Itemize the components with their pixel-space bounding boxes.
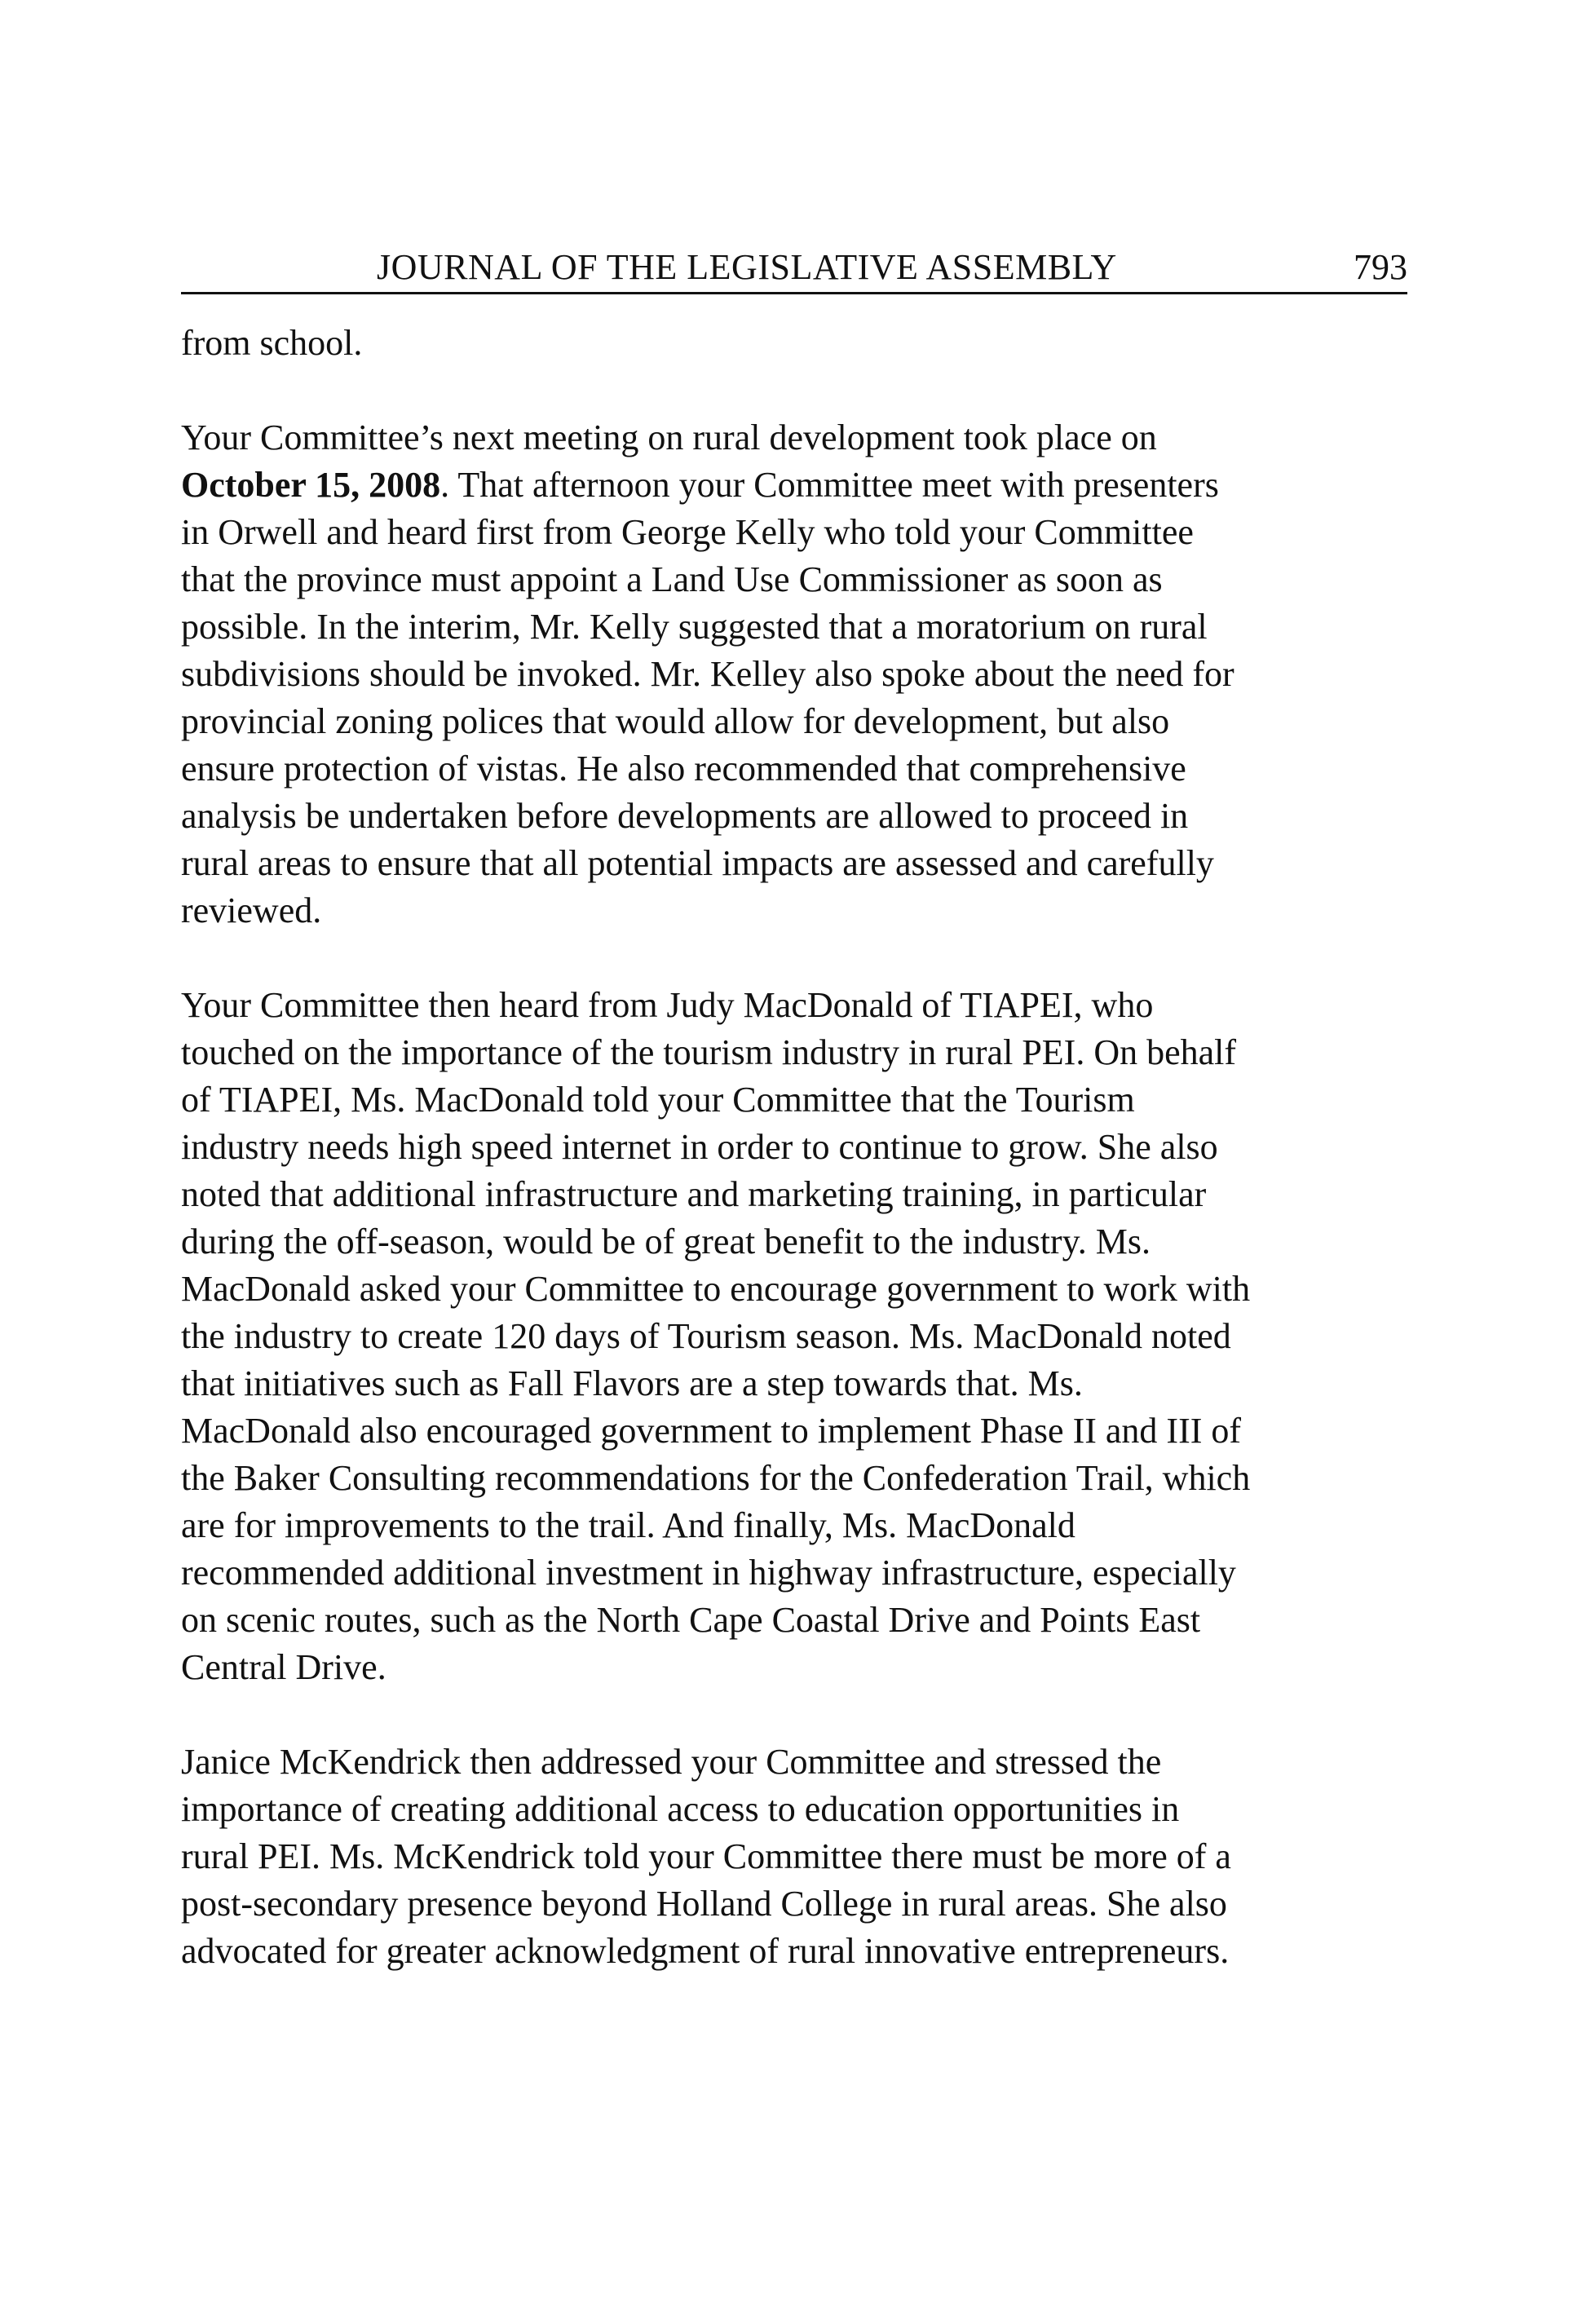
- text-line: rural PEI. Ms. McKendrick told your Committee there must be more of a: [181, 1836, 1231, 1876]
- meeting-date: October 15, 2008: [181, 465, 441, 505]
- text-line: post-secondary presence beyond Holland College in rural areas. She also: [181, 1884, 1227, 1924]
- text-line: MacDonald asked your Committee to encourage government to work with: [181, 1269, 1251, 1309]
- text-line: on scenic routes, such as the North Cape Coastal Drive and Points East: [181, 1600, 1201, 1640]
- text-line: noted that additional infrastructure and marketing training, in particular: [181, 1174, 1207, 1214]
- text-line: provincial zoning polices that would allow for development, but also: [181, 701, 1170, 741]
- page-number: 793: [1354, 247, 1407, 287]
- text-line: rural areas to ensure that all potential impacts are assessed and carefully: [181, 843, 1214, 883]
- header-rule: [181, 292, 1407, 294]
- text-line: that the province must appoint a Land Use Commissioner as soon as: [181, 559, 1163, 599]
- text-line: industry needs high speed internet in order to continue to grow. She also: [181, 1127, 1218, 1167]
- text-line: possible. In the interim, Mr. Kelly suggested that a moratorium on rural: [181, 607, 1208, 647]
- text-line: Your Committee then heard from Judy MacDonald of TIAPEI, who: [181, 985, 1154, 1025]
- body-text: [181, 320, 1429, 1975]
- text-line: advocated for greater acknowledgment of rural innovative entrepreneurs.: [181, 1931, 1230, 1971]
- text-line: subdivisions should be invoked. Mr. Kelley also spoke about the need for: [181, 654, 1234, 694]
- text-line: of TIAPEI, Ms. MacDonald told your Committee that the Tourism: [181, 1080, 1135, 1120]
- text-line: touched on the importance of the tourism industry in rural PEI. On behalf: [181, 1032, 1237, 1072]
- text-line: reviewed.: [181, 890, 322, 930]
- text-line: in Orwell and heard first from George Kelly who told your Committee: [181, 512, 1194, 552]
- paragraph-continuation: [181, 320, 1429, 367]
- text-line: the Baker Consulting recommendations for the Confederation Trail, which: [181, 1458, 1251, 1498]
- text-line: that initiatives such as Fall Flavors are a step towards that. Ms.: [181, 1363, 1083, 1403]
- text-line: Central Drive.: [181, 1647, 386, 1687]
- text-line: Your Committee’s next meeting on rural development took place on: [181, 418, 1157, 457]
- journal-title: JOURNAL OF THE LEGISLATIVE ASSEMBLY: [377, 247, 1117, 287]
- paragraph-gap: [181, 934, 1429, 982]
- paragraph-judy-macdonald: [181, 982, 1429, 1691]
- text-line: MacDonald also encouraged government to implement Phase II and III of: [181, 1411, 1242, 1451]
- text-line: the industry to create 120 days of Tourism season. Ms. MacDonald noted: [181, 1316, 1231, 1356]
- text-fragment: . That afternoon your Committee meet with presenters: [440, 465, 1219, 505]
- paragraph-gap: [181, 367, 1429, 414]
- text-line: ensure protection of vistas. He also recommended that comprehensive: [181, 749, 1186, 789]
- text-line: during the off-season, would be of great benefit to the industry. Ms.: [181, 1222, 1151, 1261]
- text-line: from school.: [181, 323, 363, 363]
- paragraph-gap: [181, 1691, 1429, 1739]
- text-line-with-date: [181, 462, 1429, 509]
- paragraph-george-kelly: [181, 414, 1429, 934]
- running-header: [181, 243, 1407, 292]
- text-line: are for improvements to the trail. And finally, Ms. MacDonald: [181, 1505, 1075, 1545]
- paragraph-janice-mckendrick: [181, 1739, 1429, 1975]
- text-line: recommended additional investment in highway infrastructure, especially: [181, 1553, 1236, 1593]
- text-line: importance of creating additional access to education opportunities in: [181, 1789, 1180, 1829]
- text-line: Janice McKendrick then addressed your Committee and stressed the: [181, 1742, 1162, 1782]
- text-line: analysis be undertaken before developments are allowed to proceed in: [181, 796, 1189, 836]
